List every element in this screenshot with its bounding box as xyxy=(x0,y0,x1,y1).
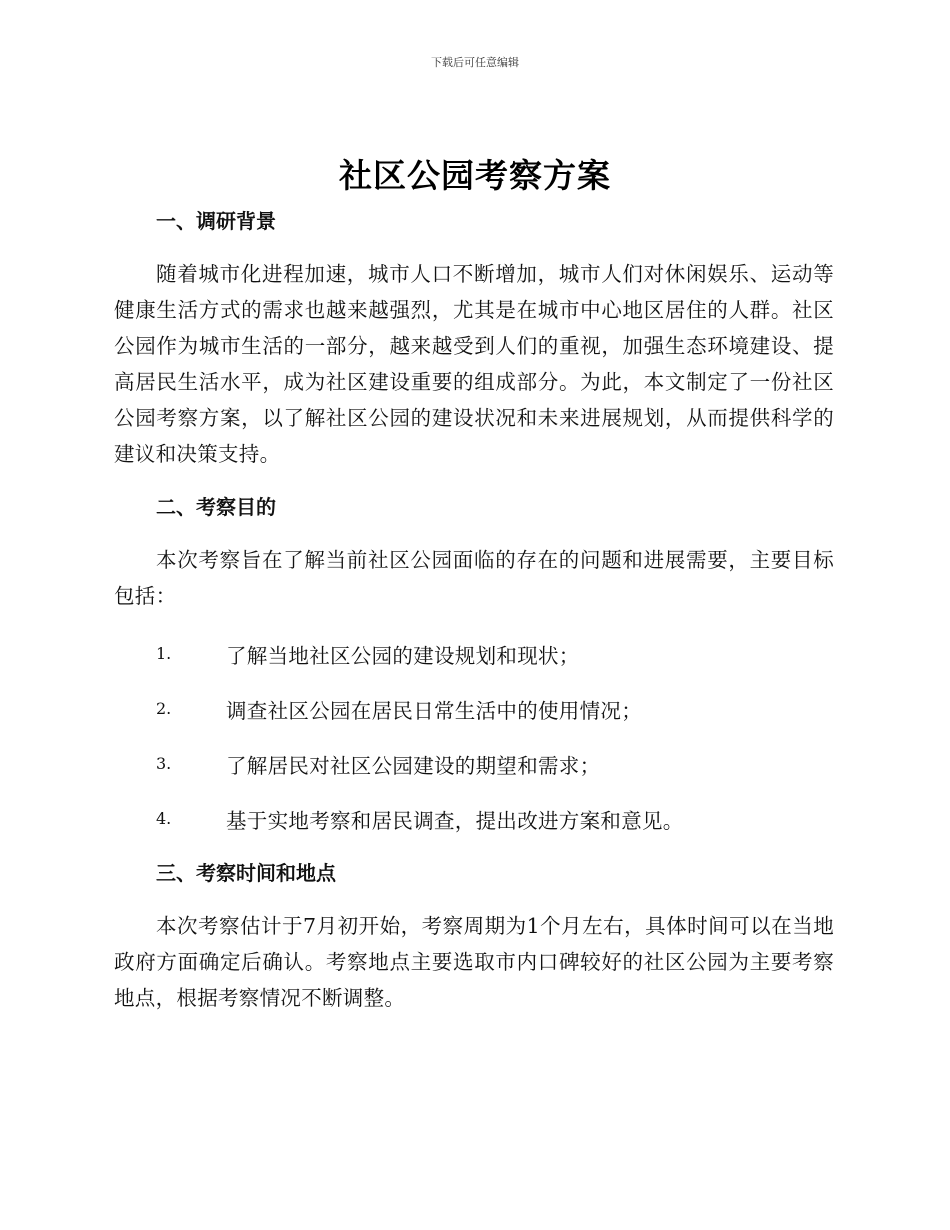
list-item-text: 调查社区公园在居民日常生活中的使用情况； xyxy=(226,698,642,723)
list-item xyxy=(114,791,834,846)
list-item xyxy=(114,626,834,681)
background-paragraph: 随着城市化进程加速，城市人口不断增加，城市人们对休闲娱乐、运动等健康生活方式的需求也越来越强烈，尤其是在城市中心地区居住的人群。社区公园作为城市生活的一部分，越来越受到人们的重视，加强生态环境建设、提高居民生活水平，成为社区建设重要的组成部分。为此，本文制定了一份社区公园考察方案，以了解社区公园的建设状况和未来进展规划，从而提供科学的建议和决策支持。 xyxy=(114,262,834,466)
document-title: 社区公园考察方案 xyxy=(339,156,611,195)
list-item-text: 基于实地考察和居民调查，提出改进方案和意见。 xyxy=(226,808,684,833)
list-item-number: 4. xyxy=(156,809,172,828)
purpose-list xyxy=(114,626,834,846)
list-item-text: 了解居民对社区公园建设的期望和需求； xyxy=(226,753,601,778)
section-heading-time-location: 三、考察时间和地点 xyxy=(156,861,336,885)
list-item xyxy=(114,736,834,791)
document-body xyxy=(114,200,834,1016)
list-item xyxy=(114,681,834,736)
section-heading-purpose: 二、考察目的 xyxy=(156,495,276,519)
page-header: 下载后可任意编辑 xyxy=(431,56,519,69)
list-item-number: 2. xyxy=(156,699,172,718)
list-item-text: 了解当地社区公园的建设规划和现状； xyxy=(226,643,580,668)
list-item-number: 3. xyxy=(156,754,172,773)
section-heading-background: 一、调研背景 xyxy=(156,209,276,233)
list-item-number: 1. xyxy=(156,644,172,663)
time-location-paragraph: 本次考察估计于7月初开始，考察周期为1个月左右，具体时间可以在当地政府方面确定后确认。考察地点主要选取市内口碑较好的社区公园为主要考察地点，根据考察情况不断调整。 xyxy=(114,914,834,1010)
purpose-paragraph: 本次考察旨在了解当前社区公园面临的存在的问题和进展需要，主要目标包括： xyxy=(114,548,834,608)
